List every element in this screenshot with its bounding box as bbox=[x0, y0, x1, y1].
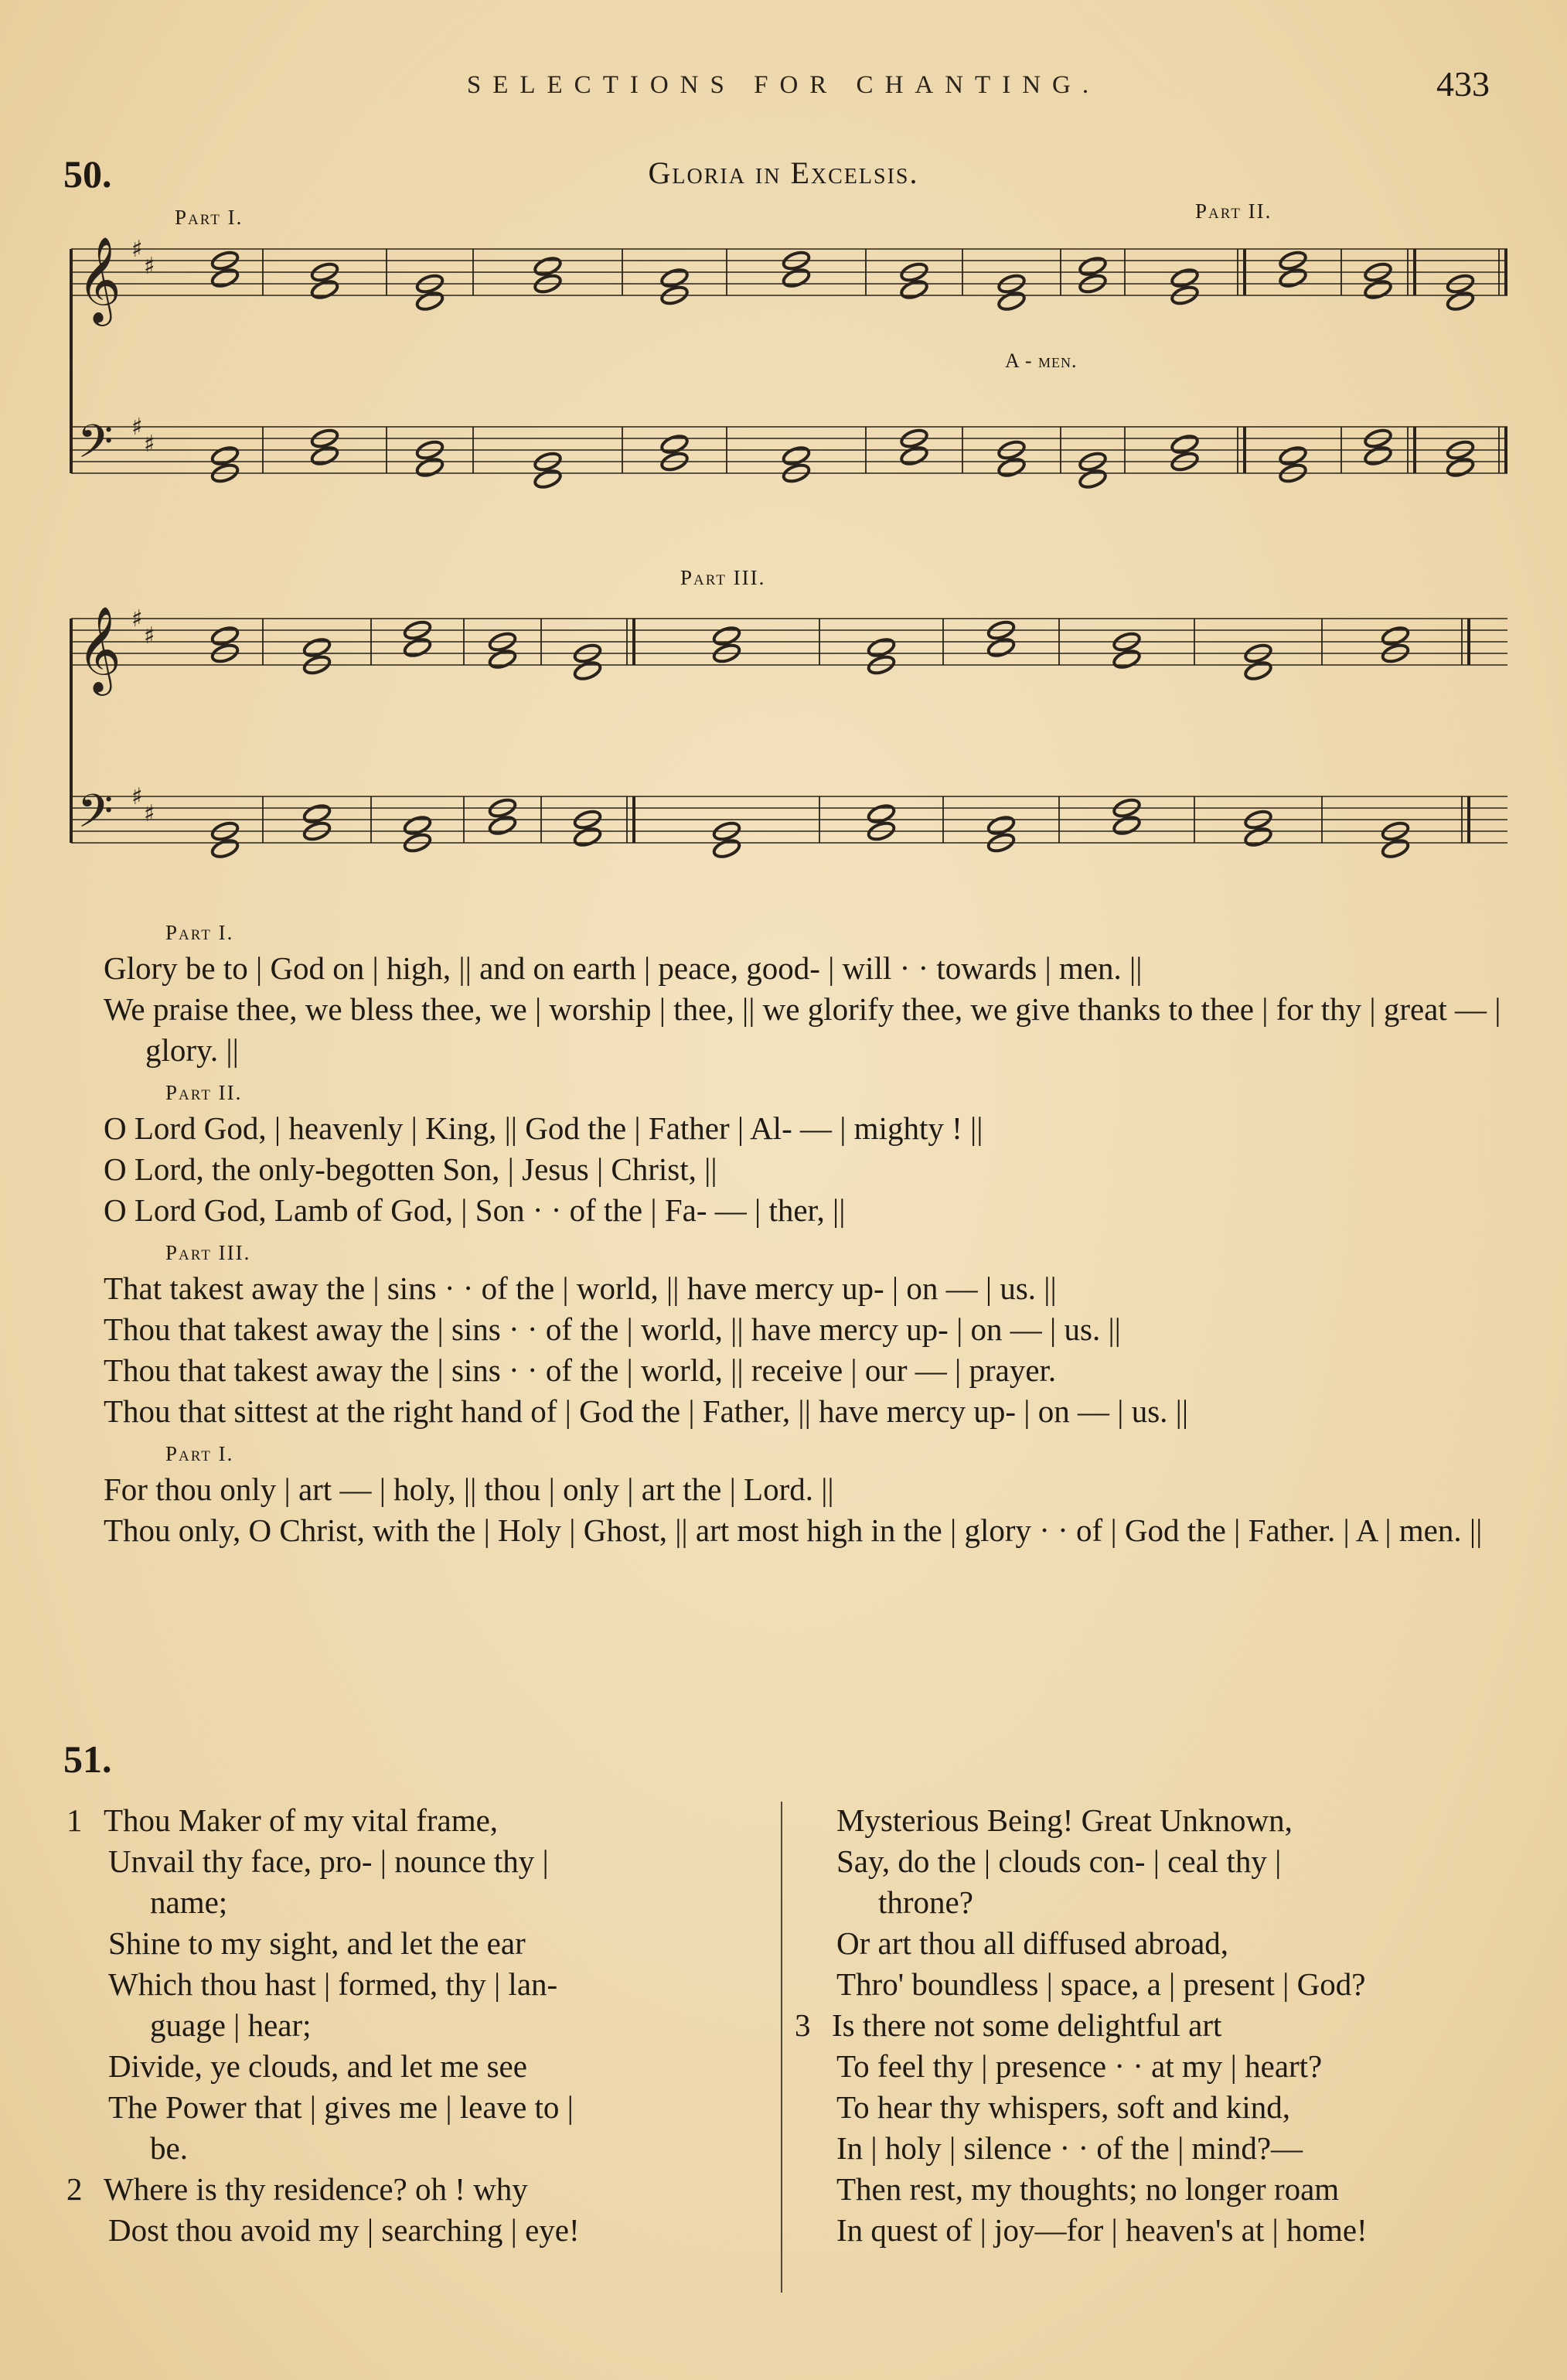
whole-note-icon bbox=[712, 837, 741, 860]
whole-note-icon bbox=[415, 290, 445, 312]
hymn-line-text: Say, do the | clouds con- | ceal thy | bbox=[836, 1843, 1282, 1879]
verse-line: O Lord God, | heavenly | King, || God the | Father | Al- — | mighty ! || bbox=[104, 1110, 983, 1146]
hymn-line bbox=[795, 2046, 1537, 2087]
sharp-icon: ♯ bbox=[144, 253, 155, 280]
whole-note-icon bbox=[403, 636, 432, 659]
whole-note-icon bbox=[1243, 660, 1272, 682]
whole-note-icon bbox=[533, 255, 562, 278]
whole-note-icon bbox=[573, 660, 602, 682]
hymn-line bbox=[795, 2087, 1537, 2128]
hymn-line-text: Where is thy residence? oh ! why bbox=[104, 2171, 528, 2207]
treble-clef-icon: 𝄞 bbox=[77, 236, 121, 322]
hymn-line bbox=[66, 2087, 770, 2128]
sharp-icon: ♯ bbox=[131, 236, 143, 263]
hymn-line-text: Unvail thy face, pro- | nounce thy | bbox=[108, 1843, 549, 1879]
whole-note-icon bbox=[1243, 826, 1272, 848]
verse-line: Thou that sittest at the right hand of | God the | Father, || have mercy up- | on — | us. || bbox=[104, 1393, 1189, 1429]
score-label-part2: Part II. bbox=[1195, 199, 1272, 223]
sharp-icon: ♯ bbox=[144, 431, 155, 458]
sharp-icon: ♯ bbox=[131, 783, 143, 810]
verse-line: Thou that takest away the | sins · · of the | world, || have mercy up- | on — | us. || bbox=[104, 1311, 1121, 1347]
verse-line: For thou only | art — | holy, || thou | only | art the | Lord. || bbox=[104, 1471, 834, 1507]
whole-note-icon bbox=[302, 636, 332, 659]
hymn-line-text: be. bbox=[150, 2130, 188, 2166]
hymn-line bbox=[795, 2169, 1537, 2210]
staff-systems bbox=[71, 236, 1507, 860]
whole-note-icon bbox=[488, 648, 517, 670]
whole-note-icon bbox=[986, 814, 1016, 837]
hymn-line bbox=[66, 1800, 770, 1841]
music-score bbox=[0, 0, 1567, 912]
whole-note-icon bbox=[899, 278, 928, 301]
section-label-part1b: Part I. bbox=[165, 1442, 234, 1465]
whole-note-icon bbox=[403, 814, 432, 837]
hymn-line-text: throne? bbox=[878, 1884, 973, 1920]
whole-note-icon bbox=[1078, 255, 1107, 278]
verse-number: 1 bbox=[66, 1802, 83, 1838]
whole-note-icon bbox=[1363, 445, 1392, 467]
whole-note-icon bbox=[996, 456, 1026, 479]
whole-note-icon bbox=[1381, 625, 1410, 647]
verse-group-part3 bbox=[104, 1268, 1511, 1432]
running-title: SELECTIONS FOR CHANTING. bbox=[466, 71, 1101, 99]
whole-note-icon bbox=[782, 445, 811, 467]
verse-line: Thou only, O Christ, with the | Holy | Ghost, || art most high in the | glory · · of | God the | Father. | A | men. || bbox=[104, 1512, 1483, 1548]
whole-note-icon bbox=[1278, 445, 1307, 467]
whole-note-icon bbox=[782, 267, 811, 289]
hymn-line bbox=[795, 1964, 1537, 2005]
hymn-line bbox=[795, 2005, 1537, 2046]
hymn-line bbox=[66, 1882, 770, 1923]
whole-note-icon bbox=[659, 267, 689, 289]
bass-clef-icon: 𝄢 bbox=[77, 784, 114, 849]
hymn-line-text: In quest of | joy—for | heaven's at | home! bbox=[836, 2212, 1368, 2248]
sharp-icon: ♯ bbox=[131, 414, 143, 441]
hymn-line bbox=[795, 1923, 1537, 1964]
whole-note-icon bbox=[1381, 837, 1410, 860]
chant-title: Gloria in Excelsis. bbox=[648, 155, 919, 190]
score-label-part1: Part I. bbox=[175, 206, 244, 229]
whole-note-icon bbox=[712, 625, 741, 647]
hymn-line-text: To feel thy | presence · · at my | heart? bbox=[836, 2048, 1323, 2084]
whole-note-icon bbox=[415, 456, 445, 479]
hymn-line bbox=[66, 2169, 770, 2210]
verse-line: That takest away the | sins · · of the | world, || have mercy up- | on — | us. || bbox=[104, 1270, 1057, 1306]
hymn-line bbox=[795, 2210, 1537, 2251]
whole-note-icon bbox=[1446, 456, 1475, 479]
verse-number: 3 bbox=[795, 2007, 811, 2043]
hymn-line-text: Shine to my sight, and let the ear bbox=[108, 1925, 526, 1961]
verse-line: Glory be to | God on | high, || and on earth | peace, good- | will · · towards | men. || bbox=[104, 950, 1143, 986]
whole-note-icon bbox=[867, 636, 896, 659]
whole-note-icon bbox=[573, 826, 602, 848]
section-label-part1: Part I. bbox=[165, 921, 234, 944]
whole-note-icon bbox=[1278, 267, 1307, 289]
verse-line: O Lord, the only-begotten Son, | Jesus | Christ, || bbox=[104, 1151, 717, 1187]
bass-clef-icon: 𝄢 bbox=[77, 414, 114, 479]
sharp-icon: ♯ bbox=[131, 605, 143, 633]
hymn-line-text: Thro' boundless | space, a | present | God? bbox=[836, 1966, 1366, 2002]
hymn-line-text: In | holy | silence · · of the | mind?— bbox=[836, 2130, 1303, 2166]
whole-note-icon bbox=[210, 267, 240, 289]
hymn-line-text: Is there not some delightful art bbox=[832, 2007, 1222, 2043]
whole-note-icon bbox=[210, 625, 240, 647]
hymn-line-text: Thou Maker of my vital frame, bbox=[104, 1802, 499, 1838]
verse-group-part2 bbox=[104, 1108, 1511, 1231]
whole-note-icon bbox=[899, 445, 928, 467]
section-label-part2: Part II. bbox=[165, 1081, 243, 1104]
whole-note-icon bbox=[533, 468, 562, 490]
whole-note-icon bbox=[310, 445, 339, 467]
column-divider bbox=[781, 1802, 782, 2293]
hymn-line bbox=[66, 2046, 770, 2087]
whole-note-icon bbox=[302, 803, 332, 825]
whole-note-icon bbox=[1078, 468, 1107, 490]
hymn-line-text: guage | hear; bbox=[150, 2007, 312, 2043]
hymn-line-text: Or art thou all diffused abroad, bbox=[836, 1925, 1229, 1961]
whole-note-icon bbox=[1170, 433, 1199, 455]
hymn-line bbox=[795, 1800, 1537, 1841]
whole-note-icon bbox=[986, 636, 1016, 659]
sharp-icon: ♯ bbox=[144, 800, 155, 827]
treble-clef-icon: 𝄞 bbox=[77, 605, 121, 692]
whole-note-icon bbox=[996, 290, 1026, 312]
hymn-line bbox=[66, 1964, 770, 2005]
verse-number: 2 bbox=[66, 2171, 83, 2207]
whole-note-icon bbox=[210, 445, 240, 467]
page-number: 433 bbox=[1436, 64, 1490, 104]
hymn-line bbox=[66, 1841, 770, 1882]
hymn-line bbox=[66, 1923, 770, 1964]
hymn-line-text: Which thou hast | formed, thy | lan- bbox=[108, 1966, 558, 2002]
hymn-column-right bbox=[795, 1800, 1537, 2251]
hymn-line bbox=[66, 2210, 770, 2251]
hymn-line-text: name; bbox=[150, 1884, 228, 1920]
whole-note-icon bbox=[1446, 290, 1475, 312]
hymn-line bbox=[795, 1882, 1537, 1923]
hymn-line-text: The Power that | gives me | leave to | bbox=[108, 2089, 574, 2125]
section-label-part3: Part III. bbox=[165, 1241, 251, 1264]
verse-group-part1b bbox=[104, 1469, 1511, 1551]
score-label-part3: Part III. bbox=[680, 566, 766, 589]
hymn-line-text: Divide, ye clouds, and let me see bbox=[108, 2048, 527, 2084]
verse-line: We praise thee, we bless thee, we | worship | thee, || we glorify thee, we give thanks to thee | for thy | great — | glory. || bbox=[104, 991, 1501, 1068]
hymn-line bbox=[66, 2128, 770, 2169]
whole-note-icon bbox=[1170, 267, 1199, 289]
whole-note-icon bbox=[488, 814, 517, 837]
verse-group-part1 bbox=[104, 948, 1511, 1071]
hymn-line bbox=[795, 2128, 1537, 2169]
whole-note-icon bbox=[310, 278, 339, 301]
whole-note-icon bbox=[1363, 278, 1392, 301]
whole-note-icon bbox=[867, 803, 896, 825]
hymn-line bbox=[66, 2005, 770, 2046]
hymn-line-text: To hear thy whispers, soft and kind, bbox=[836, 2089, 1290, 2125]
sharp-icon: ♯ bbox=[144, 622, 155, 650]
hymn-line-text: Dost thou avoid my | searching | eye! bbox=[108, 2212, 580, 2248]
hymn-line bbox=[795, 1841, 1537, 1882]
verse-line: O Lord God, Lamb of God, | Son · · of the | Fa- — | ther, || bbox=[104, 1192, 846, 1228]
hymn-line-text: Mysterious Being! Great Unknown, bbox=[836, 1802, 1293, 1838]
chant-text bbox=[104, 911, 1511, 1551]
whole-note-icon bbox=[210, 837, 240, 860]
amen-lyric: A - men. bbox=[1005, 349, 1078, 372]
verse-line: Thou that takest away the | sins · · of the | world, || receive | our — | prayer. bbox=[104, 1352, 1057, 1388]
whole-note-icon bbox=[1112, 814, 1141, 837]
chant-number: 50. bbox=[63, 152, 112, 196]
hymn-line-text: Then rest, my thoughts; no longer roam bbox=[836, 2171, 1340, 2207]
whole-note-icon bbox=[1112, 648, 1141, 670]
hymn-number: 51. bbox=[63, 1737, 112, 1781]
hymn-column-left bbox=[66, 1800, 770, 2251]
whole-note-icon bbox=[659, 433, 689, 455]
